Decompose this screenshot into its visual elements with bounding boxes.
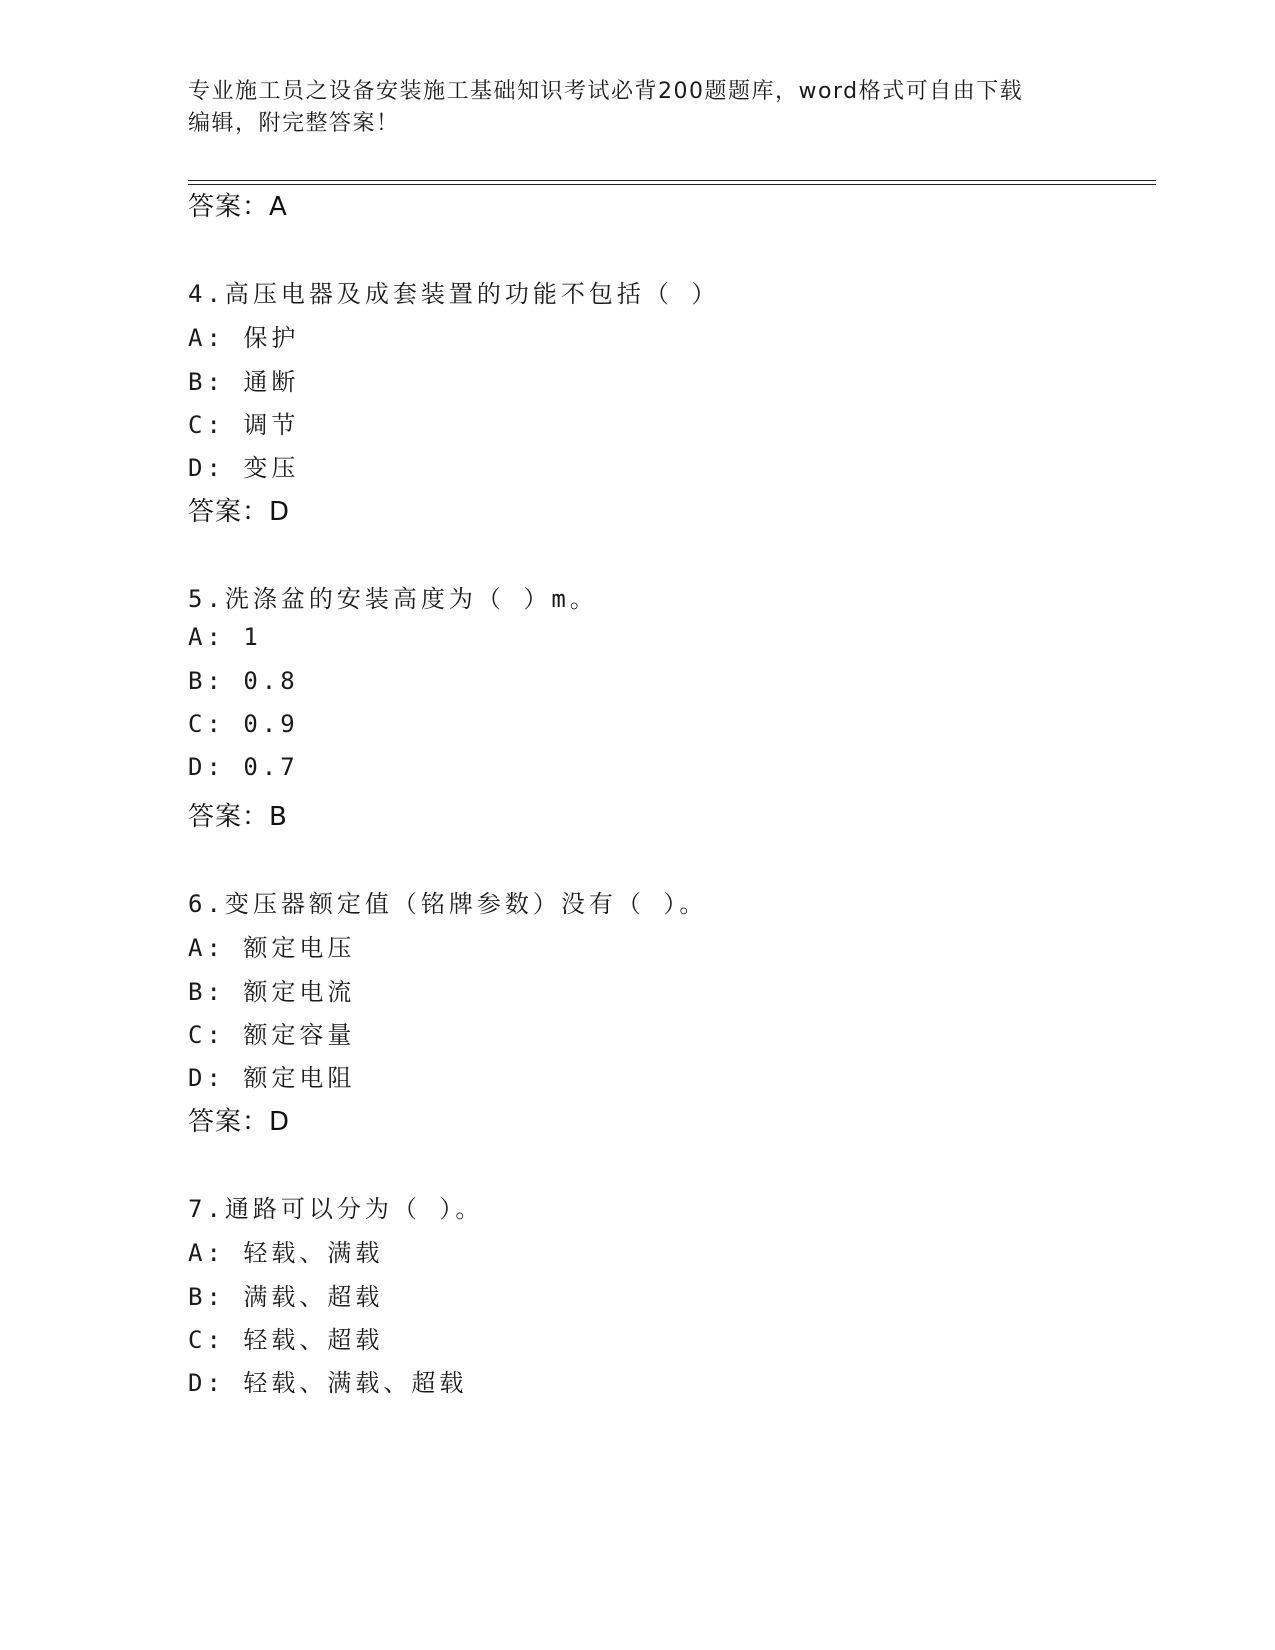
question-5-option-a: A: 1 xyxy=(188,623,262,651)
header-line-2: 编辑，附完整答案！ xyxy=(188,111,400,136)
header-divider-bottom xyxy=(188,184,1156,185)
question-6-option-b: B: 额定电流 xyxy=(188,978,356,1006)
question-5-answer: 答案：B xyxy=(188,802,288,832)
question-4-option-c: C: 调节 xyxy=(188,411,300,439)
question-4-answer: 答案：D xyxy=(188,497,291,527)
question-6-option-d: D: 额定电阻 xyxy=(188,1064,356,1092)
header-line-1: 专业施工员之设备安装施工基础知识考试必背200题题库，word格式可自由下载 xyxy=(188,79,1024,104)
header-divider-top xyxy=(188,180,1156,181)
document-header xyxy=(188,76,1088,140)
question-5-option-b: B: 0.8 xyxy=(188,667,299,695)
question-4-option-a: A: 保护 xyxy=(188,324,300,352)
question-7-text: 7.通路可以分为（ ）。 xyxy=(188,1195,484,1223)
question-4-text: 4.高压电器及成套装置的功能不包括（ ） xyxy=(188,280,720,308)
question-5-option-c: C: 0.9 xyxy=(188,710,299,738)
question-5-option-d: D: 0.7 xyxy=(188,753,299,781)
answer-previous: 答案：A xyxy=(188,192,288,222)
question-6-text: 6.变压器额定值（铭牌参数）没有（ ）。 xyxy=(188,890,708,918)
question-4-option-b: B: 通断 xyxy=(188,368,300,396)
question-6-option-c: C: 额定容量 xyxy=(188,1021,356,1049)
question-7-option-b: B: 满载、超载 xyxy=(188,1283,384,1311)
question-7-option-d: D: 轻载、满载、超载 xyxy=(188,1369,468,1397)
question-4-option-d: D: 变压 xyxy=(188,454,300,482)
question-7-option-c: C: 轻载、超载 xyxy=(188,1326,384,1354)
question-6-option-a: A: 额定电压 xyxy=(188,934,356,962)
question-5-text: 5.洗涤盆的安装高度为（ ）m。 xyxy=(188,585,598,613)
question-7-option-a: A: 轻载、满载 xyxy=(188,1239,384,1267)
question-6-answer: 答案：D xyxy=(188,1107,291,1137)
